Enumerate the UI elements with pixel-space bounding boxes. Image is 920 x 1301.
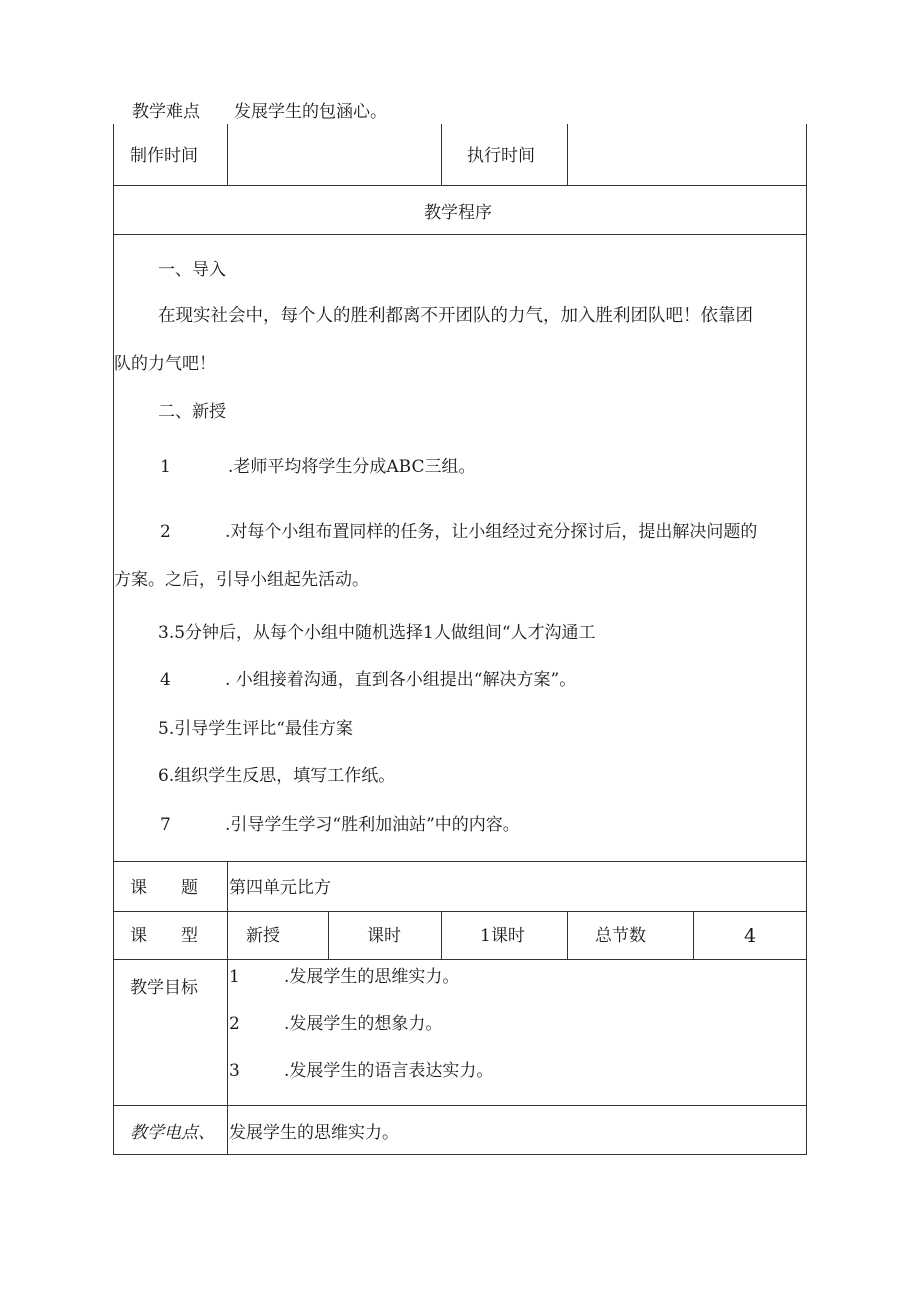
step-1-number: 1 <box>160 457 171 477</box>
key-points-label: 教学电点、 <box>130 1123 215 1143</box>
step-7-text: .引导学生学习“胜利加油站”中的内容。 <box>225 815 520 835</box>
step-2-text: .对每个小组布置同样的任务，让小组经过充分探讨后，提出解决问题的 <box>225 522 758 542</box>
divider <box>113 911 807 912</box>
key-points-value: 发展学生的思维实力。 <box>229 1123 399 1143</box>
divider <box>567 911 568 960</box>
hours-label: 课时 <box>367 926 401 946</box>
divider <box>227 861 228 1155</box>
table-border-bottom <box>113 1154 807 1155</box>
goals-label: 教学目标 <box>130 978 198 998</box>
made-time-label: 制作时间 <box>130 146 198 166</box>
step-5-text: 5.引导学生评比“最佳方案 <box>158 719 353 739</box>
goal-1-number: 1 <box>229 967 240 987</box>
type-label: 课 型 <box>130 926 198 946</box>
table-border-left <box>113 124 114 1155</box>
step-1-text: .老师平均将学生分成ABC三组。 <box>228 457 476 477</box>
goal-3-number: 3 <box>229 1061 240 1081</box>
divider <box>113 861 807 862</box>
intro-line-1: 在现实社会中，每个人的胜利都离不开团队的力气，加入胜利团队吧！依靠团 <box>158 306 753 326</box>
procedure-title: 教学程序 <box>424 203 492 223</box>
goal-2-number: 2 <box>229 1014 240 1034</box>
total-value: 4 <box>744 925 757 947</box>
step-2-continuation: 方案。之后，引导小组起先活动。 <box>114 570 369 590</box>
new-heading: 二、新授 <box>158 402 226 422</box>
step-3-text: 3.5分钟后，从每个小组中随机选择1人做组间“人才沟通工 <box>158 623 596 643</box>
divider <box>693 911 694 960</box>
step-4-number: 4 <box>160 670 171 690</box>
step-2-number: 2 <box>160 522 171 542</box>
intro-heading: 一、导入 <box>158 260 226 280</box>
step-7-number: 7 <box>160 815 171 835</box>
hours-value: 1课时 <box>480 926 525 946</box>
intro-line-2: 队的力气吧！ <box>114 354 216 374</box>
step-4-text: . 小组接着沟通，直到各小组提出“解决方案”。 <box>225 670 577 690</box>
divider <box>113 185 807 186</box>
table-border-right <box>806 124 807 1155</box>
goal-3-text: .发展学生的语言表达实力。 <box>284 1061 494 1081</box>
difficulty-label: 教学难点 <box>132 102 200 122</box>
goal-2-text: .发展学生的想象力。 <box>284 1014 443 1034</box>
divider <box>113 959 807 960</box>
exec-time-label: 执行时间 <box>467 146 535 166</box>
difficulty-value: 发展学生的包涵心。 <box>234 102 387 122</box>
divider <box>113 1105 807 1106</box>
divider <box>567 124 568 185</box>
total-label: 总节数 <box>595 926 646 946</box>
goal-1-text: .发展学生的思维实力。 <box>284 967 460 987</box>
divider <box>441 911 442 960</box>
topic-label: 课 题 <box>130 878 198 898</box>
divider <box>441 124 442 185</box>
divider <box>227 124 228 185</box>
divider <box>113 234 807 235</box>
topic-value: 第四单元比方 <box>229 878 331 898</box>
type-value: 新授 <box>246 926 280 946</box>
divider <box>328 911 329 960</box>
step-6-text: 6.组织学生反思，填写工作纸。 <box>158 766 396 786</box>
